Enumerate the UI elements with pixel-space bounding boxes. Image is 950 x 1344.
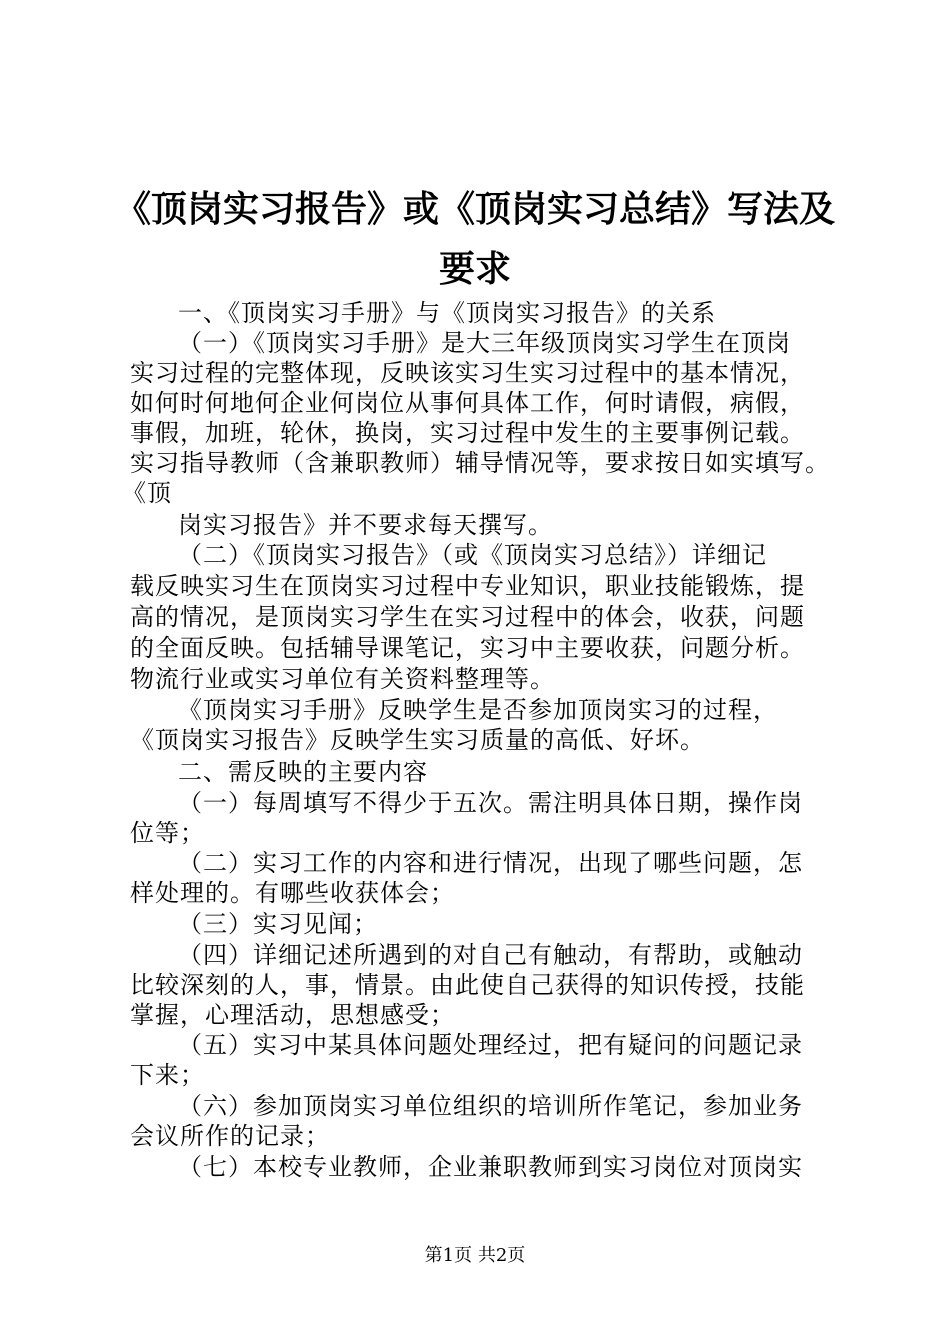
page-footer: 第1页 共2页: [424, 1245, 526, 1266]
list-item: 比较深刻的人，事，情景。由此使自己获得的知识传授，技能: [130, 971, 805, 999]
list-item: 位等；: [130, 819, 205, 847]
paragraph-line: （一）《顶岗实习手册》是大三年级顶岗实习学生在顶岗: [178, 329, 791, 357]
section-heading: 一、《顶岗实习手册》与《顶岗实习报告》的关系: [178, 299, 716, 327]
document-title-line-1: 《顶岗实习报告》或《顶岗实习总结》写法及: [114, 189, 835, 230]
list-item: 下来；: [130, 1061, 205, 1089]
list-item: （六）参加顶岗实习单位组织的培训所作笔记，参加业务: [178, 1092, 803, 1120]
document-title-line-2: 要求: [438, 249, 511, 290]
paragraph-line: 实习过程的完整体现，反映该实习生实习过程中的基本情况，: [130, 359, 805, 387]
list-item: （三）实习见闻；: [178, 910, 378, 938]
paragraph-line: 事假，加班，轮休，换岗，实习过程中发生的主要事例记载。: [130, 419, 805, 447]
paragraph-line: 岗实习报告》并不要求每天撰写。: [178, 511, 553, 539]
section-heading: 二、需反映的主要内容: [178, 758, 428, 786]
paragraph-line: 高的情况，是顶岗实习学生在实习过程中的体会，收获，问题: [130, 603, 805, 631]
list-item: （四）详细记述所遇到的对自己有触动，有帮助，或触动: [178, 941, 803, 969]
paragraph-line: 载反映实习生在顶岗实习过程中专业知识，职业技能锻炼，提: [130, 572, 805, 600]
list-item: （五）实习中某具体问题处理经过，把有疑问的问题记录: [178, 1031, 803, 1059]
paragraph-line: 《顶岗实习报告》反映学生实习质量的高低、好坏。: [130, 726, 705, 754]
list-item: （七）本校专业教师，企业兼职教师到实习岗位对顶岗实: [178, 1153, 803, 1181]
list-item: 样处理的。有哪些收获体会；: [130, 879, 455, 907]
list-item: （一）每周填写不得少于五次。需注明具体日期，操作岗: [178, 789, 803, 817]
paragraph-line: 实习指导教师（含兼职教师）辅导情况等，要求按日如实填写。: [130, 449, 830, 477]
paragraph-line: 《顶岗实习手册》反映学生是否参加顶岗实习的过程，: [178, 696, 778, 724]
paragraph-line: 《顶: [122, 479, 172, 507]
list-item: 会议所作的记录；: [130, 1122, 330, 1150]
paragraph-line: （二）《顶岗实习报告》（或《顶岗实习总结》）详细记: [178, 541, 767, 569]
paragraph-line: 的全面反映。包括辅导课笔记，实习中主要收获，问题分析。: [130, 634, 805, 662]
paragraph-line: 物流行业或实习单位有关资料整理等。: [130, 665, 555, 693]
list-item: 掌握，心理活动，思想感受；: [130, 1001, 455, 1029]
paragraph-line: 如何时何地何企业何岗位从事何具体工作，何时请假，病假，: [130, 389, 805, 417]
list-item: （二）实习工作的内容和进行情况，出现了哪些问题，怎: [178, 849, 803, 877]
